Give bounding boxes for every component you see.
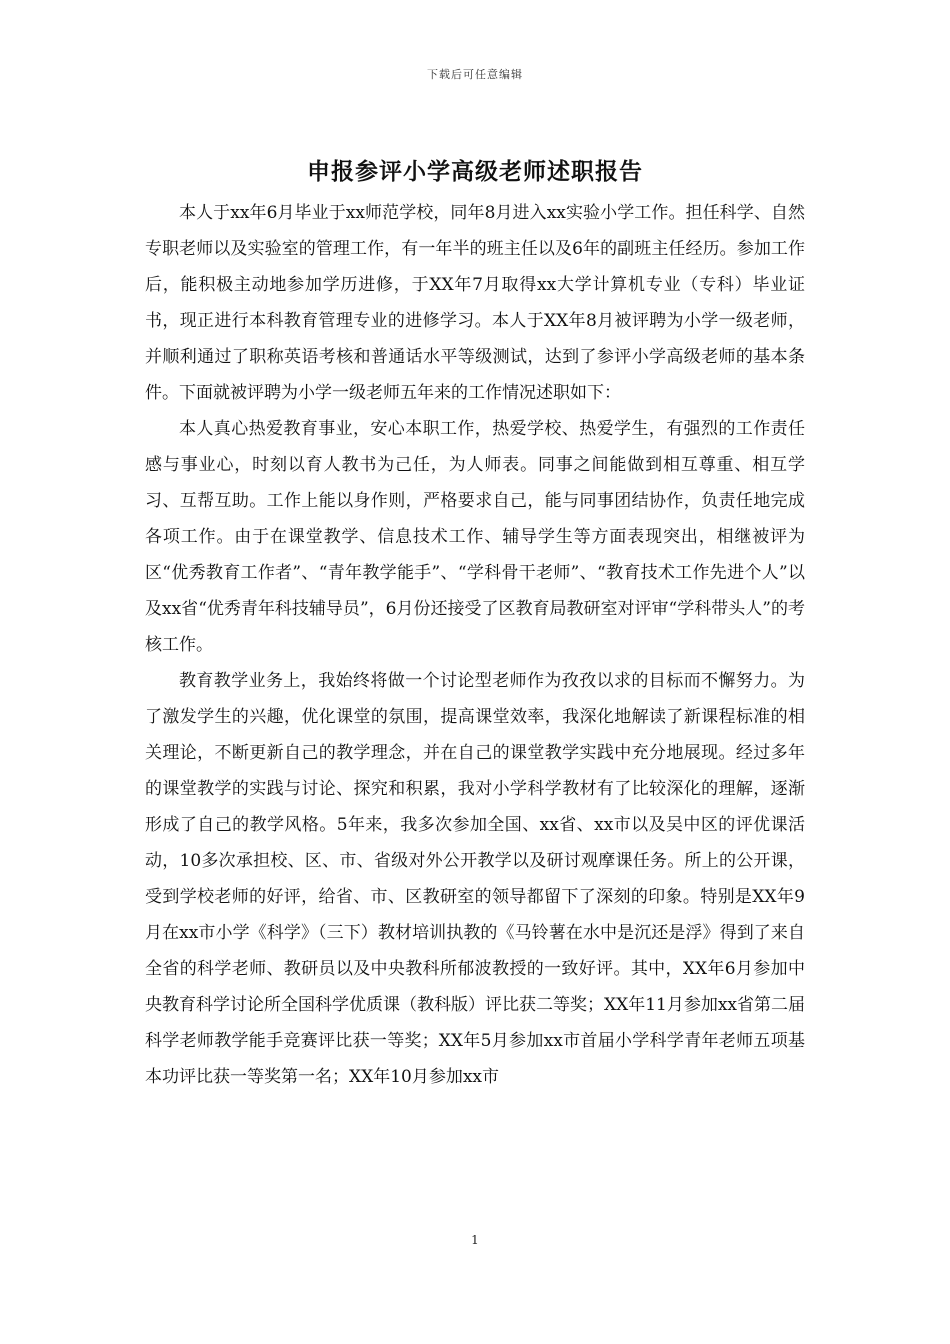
page-header-note: 下载后可任意编辑 (427, 68, 523, 81)
paragraph-teaching: 教育教学业务上，我始终将做一个讨论型老师作为孜孜以求的目标而不懈努力。为了激发学生的兴趣，优化课堂的氛围，提高课堂效率，我深化地解读了新课程标准的相关理论，不断更新自己的教学理念，并在自己的课堂教学实践中充分地展现。经过多年的课堂教学的实践与讨论、探究和积累，我对小学科学教材有了比较深化的理解，逐渐形成了自己的教学风格。5年来，我多次参加全国、xx省、xx市以及吴中区的评优课活动，10多次承担校、区、市、省级对外公开教学以及研讨观摩课任务。所上的公开课，受到学校老师的好评，给省、市、区教研室的领导都留下了深刻的印象。特别是XX年9月在xx市小学《科学》（三下）教材培训执教的《马铃薯在水中是沉还是浮》得到了来自全省的科学老师、教研员以及中央教科所郁波教授的一致好评。其中，XX年6月参加中央教育科学讨论所全国科学优质课（教科版）评比获二等奖；XX年11月参加xx省第二届科学老师教学能手竞赛评比获一等奖；XX年5月参加xx市首届小学科学青年老师五项基本功评比获一等奖第一名；XX年10月参加xx市 (145, 671, 806, 1087)
page-number: 1 (471, 1233, 479, 1247)
paragraph-attitude: 本人真心热爱教育事业，安心本职工作，热爱学校、热爱学生，有强烈的工作责任感与事业心，时刻以育人教书为己任，为人师表。同事之间能做到相互尊重、相互学习、互帮互助。工作上能以身作则，严格要求自己，能与同事团结协作，负责任地完成各项工作。由于在课堂教学、信息技术工作、辅导学生等方面表现突出，相继被评为区“优秀教育工作者”、“青年教学能手”、“学科骨干老师”、“教育技术工作先进个人”以及xx省“优秀青年科技辅导员”，6月份还接受了区教育局教研室对评审“学科带头人”的考核工作。 (145, 419, 805, 655)
paragraph-intro: 本人于xx年6月毕业于xx师范学校，同年8月进入xx实验小学工作。担任科学、自然专职老师以及实验室的管理工作，有一年半的班主任以及6年的副班主任经历。参加工作后，能积极主动地参加学历进修，于XX年7月取得xx大学计算机专业（专科）毕业证书，现正进行本科教育管理专业的进修学习。本人于XX年8月被评聘为小学一级老师，并顺利通过了职称英语考核和普通话水平等级测试，达到了参评小学高级老师的基本条件。下面就被评聘为小学一级老师五年来的工作情况述职如下： (145, 203, 805, 403)
document-title: 申报参评小学高级老师述职报告 (307, 159, 643, 185)
document-body (145, 195, 805, 1095)
